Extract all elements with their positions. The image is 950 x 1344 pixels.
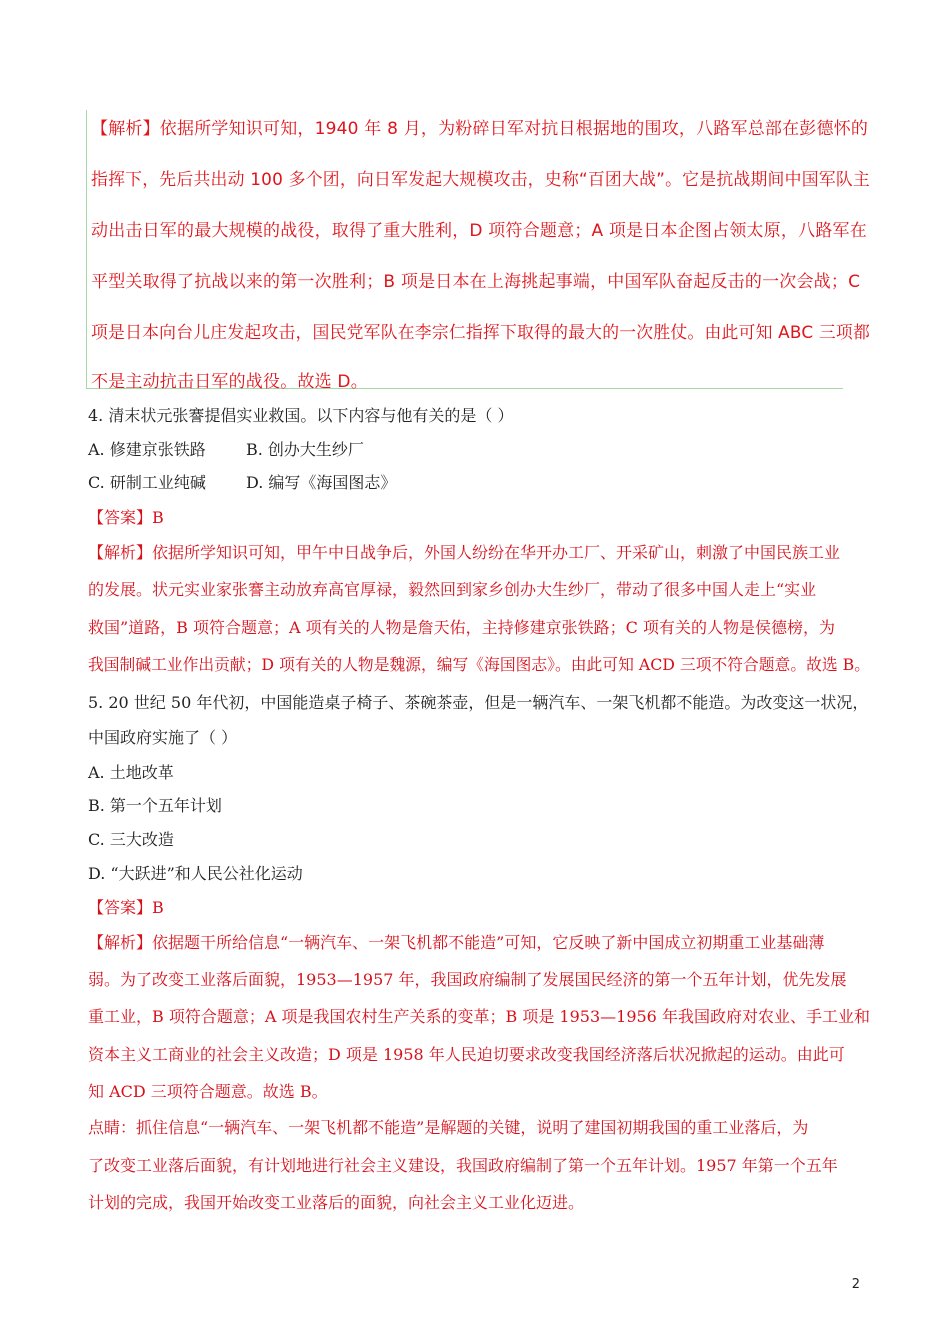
box-line: 动出击日军的最大规模的战役，取得了重大胜利，D 项符合题意；A 项是日本企图占领太原，八路军在	[91, 221, 867, 241]
question-5-stem: 5. 20 世纪 50 年代初，中国能造桌子椅子、茶碗茶壶，但是一辆汽车、一架飞机都不能造。为改变这一状况，	[88, 693, 869, 712]
question-4-stem: 4. 清末状元张謇提倡实业救国。以下内容与他有关的是（ ）	[88, 406, 514, 425]
question-5-answer: 【答案】B	[88, 898, 164, 917]
question-5-analysis-line: 【解析】依据题干所给信息“一辆汽车、一架飞机都不能造”可知，它反映了新中国成立初期重工业基础薄	[88, 933, 825, 952]
question-5-note-line: 点睛：抓住信息“一辆汽车、一架飞机都不能造”是解题的关键，说明了建国初期我国的重工业落后，为	[88, 1118, 809, 1137]
page-number: 2	[851, 1277, 860, 1292]
question-5-analysis-line: 资本主义工商业的社会主义改造；D 项是 1958 年人民迫切要求改变我国经济落后状况掀起的运动。由此可	[88, 1045, 845, 1064]
question-4-option-d: D. 编写《海国图志》	[246, 473, 397, 492]
question-5-stem-continued: 中国政府实施了（ ）	[88, 728, 238, 747]
question-5-analysis-line: 弱。为了改变工业落后面貌，1953—1957 年，我国政府编制了发展国民经济的第一个五年计划，优先发展	[88, 970, 847, 989]
previous-analysis-box	[86, 110, 870, 392]
question-5-option-c: C. 三大改造	[88, 830, 174, 849]
box-line: 项是日本向台儿庄发起攻击，国民党军队在李宗仁指挥下取得的最大的一次胜仗。由此可知 ABC 三项都	[91, 323, 870, 343]
question-5-option-a: A. 土地改革	[88, 763, 174, 782]
question-5-option-b: B. 第一个五年计划	[88, 796, 222, 815]
question-4-analysis-line: 我国制碱工业作出贡献；D 项有关的人物是魏源，编写《海国图志》。由此可知 ACD 三项不符合题意。故选 B。	[88, 655, 870, 674]
question-4-analysis-line: 【解析】依据所学知识可知，甲午中日战争后，外国人纷纷在华开办工厂、开采矿山，刺激了中国民族工业	[88, 543, 841, 562]
question-5-analysis-line: 重工业，B 项符合题意；A 项是我国农村生产关系的变革；B 项是 1953—1956 年我国政府对农业、手工业和	[88, 1007, 870, 1026]
question-4-option-a: A. 修建京张铁路	[88, 440, 206, 459]
question-4-option-c: C. 研制工业纯碱	[88, 473, 206, 492]
box-line: 不是主动抗击日军的战役。故选 D。	[91, 372, 368, 392]
question-5-note-line: 计划的完成，我国开始改变工业落后的面貌，向社会主义工业化迈进。	[88, 1193, 585, 1212]
box-line: 【解析】依据所学知识可知，1940 年 8 月，为粉碎日军对抗日根据地的围攻，八路军总部在彭德怀的	[91, 119, 869, 139]
question-4-answer: 【答案】B	[88, 508, 164, 527]
question-4-analysis-line: 的发展。状元实业家张謇主动放弃高官厚禄，毅然回到家乡创办大生纱厂，带动了很多中国人走上“实业	[88, 580, 817, 599]
question-4-option-b: B. 创办大生纱厂	[246, 440, 364, 459]
question-5-note-line: 了改变工业落后面貌，有计划地进行社会主义建设，我国政府编制了第一个五年计划。1957 年第一个五年	[88, 1156, 838, 1175]
question-5-analysis-line: 知 ACD 三项符合题意。故选 B。	[88, 1082, 328, 1101]
box-line: 平型关取得了抗战以来的第一次胜利；B 项是日本在上海挑起事端，中国军队奋起反击的一次会战；C	[91, 272, 861, 292]
question-5-option-d: D. “大跃进”和人民公社化运动	[88, 864, 303, 883]
box-line: 指挥下，先后共出动 100 多个团，向日军发起大规模攻击，史称“百团大战”。它是抗战期间中国军队主	[91, 170, 870, 190]
question-4-analysis-line: 救国”道路，B 项符合题意；A 项有关的人物是詹天佑，主持修建京张铁路；C 项有关的人物是侯德榜，为	[88, 618, 835, 637]
